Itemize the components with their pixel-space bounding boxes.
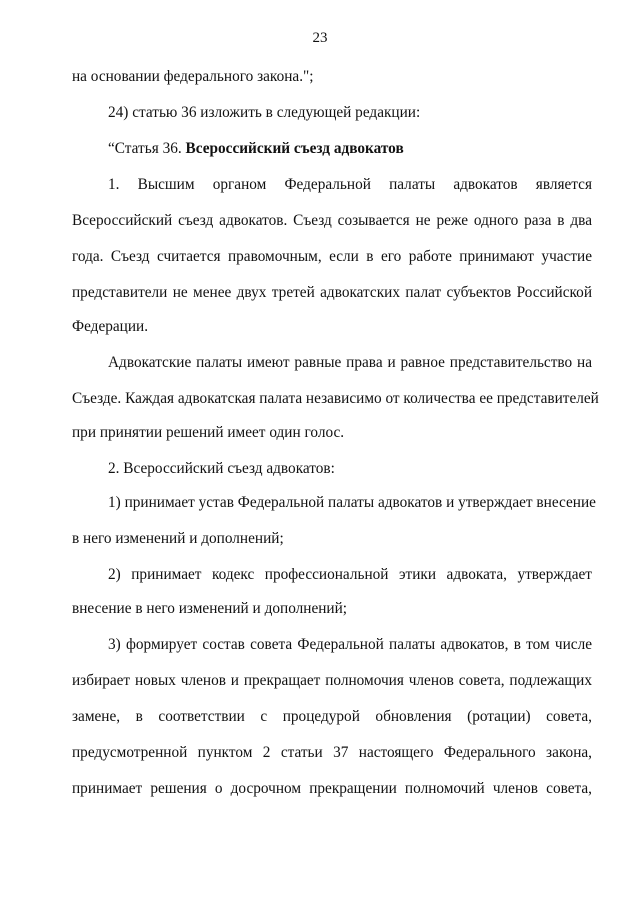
text-line: на основании федерального закона."; <box>72 68 314 85</box>
text-line: представители не менее двух третей адвокатских палат субъектов Российской <box>72 284 592 301</box>
article-heading <box>108 140 592 158</box>
text-line: Федерации. <box>72 318 149 335</box>
text-line: 1) принимает устав Федеральной палаты адвокатов и утверждает внесение <box>108 494 596 511</box>
text-line: предусмотренной пунктом 2 статьи 37 настоящего Федерального закона, <box>72 744 592 761</box>
text-line: замене, в соответствии с процедурой обновления (ротации) совета, <box>72 708 592 725</box>
article-heading-title: Всероссийский съезд адвокатов <box>185 140 404 157</box>
text-line: 24) статью 36 изложить в следующей редакции: <box>108 104 421 121</box>
text-line: Адвокатские палаты имеют равные права и равное представительство на <box>108 354 592 371</box>
article-heading-prefix: “Статья 36. <box>108 140 186 157</box>
text-line: 1. Высшим органом Федеральной палаты адвокатов является <box>108 176 592 193</box>
text-line: принимает решения о досрочном прекращении полномочий членов совета, <box>72 780 592 797</box>
text-line: Всероссийский съезд адвокатов. Съезд созывается не реже одного раза в два <box>72 212 592 229</box>
text-line: 2) принимает кодекс профессиональной этики адвоката, утверждает <box>108 566 592 583</box>
text-line: в него изменений и дополнений; <box>72 530 284 547</box>
text-line: года. Съезд считается правомочным, если в его работе принимают участие <box>72 248 592 265</box>
text-line: при принятии решений имеет один голос. <box>72 424 345 441</box>
text-line: 3) формирует состав совета Федеральной палаты адвокатов, в том числе <box>108 636 592 653</box>
text-line: избирает новых членов и прекращает полномочия членов совета, подлежащих <box>72 672 592 689</box>
text-line: Съезде. Каждая адвокатская палата независимо от количества ее представителей <box>72 390 599 407</box>
text-line: 2. Всероссийский съезд адвокатов: <box>108 460 335 477</box>
page-number: 23 <box>312 30 328 46</box>
text-line: внесение в него изменений и дополнений; <box>72 600 348 617</box>
